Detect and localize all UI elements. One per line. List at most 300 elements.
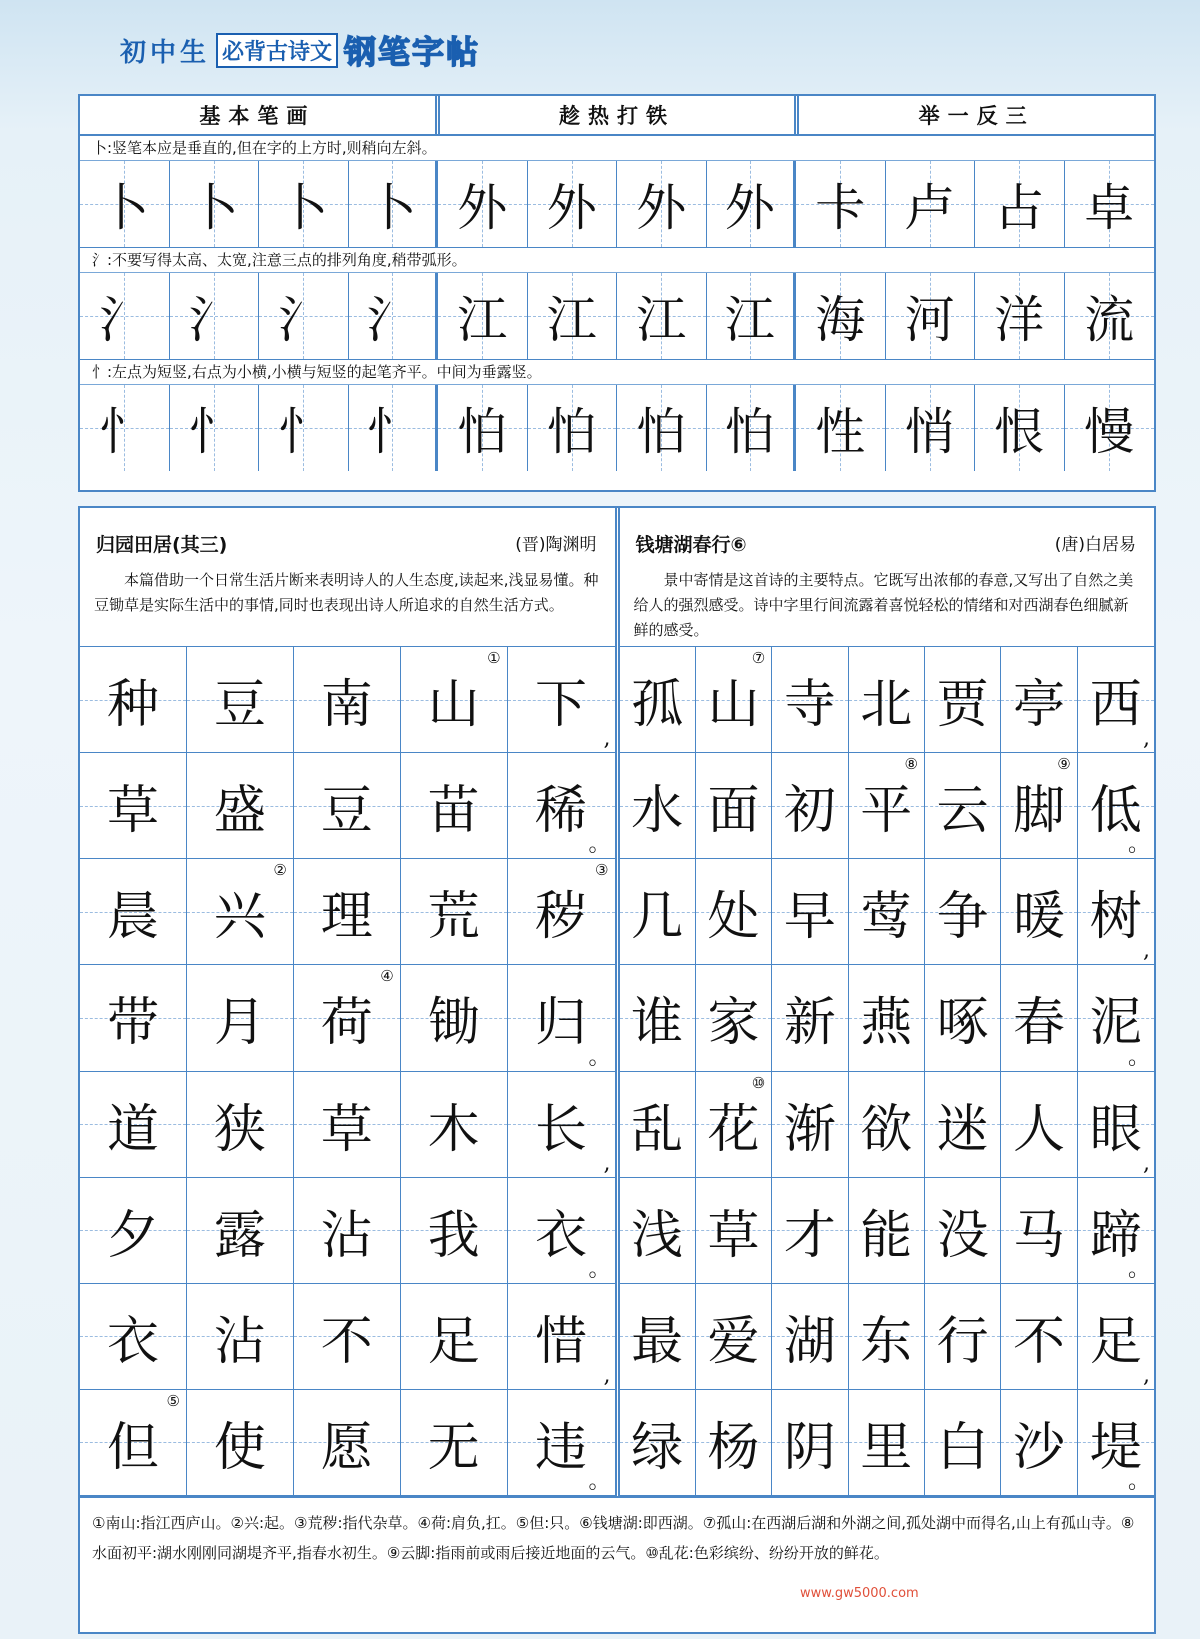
practice-character: 外 — [457, 179, 508, 237]
practice-character: 忄 — [188, 403, 239, 461]
practice-character: 河 — [904, 291, 955, 349]
poem-cell — [80, 1072, 187, 1178]
header-series: 必背古诗文 — [216, 33, 338, 68]
poem-character: 稀 — [535, 781, 588, 842]
poem-cell — [772, 753, 848, 859]
poem-cell — [508, 859, 615, 965]
grid-cell — [528, 161, 618, 247]
poem-character: 湖 — [783, 1311, 836, 1372]
poem-cell — [925, 1178, 1001, 1284]
poem-character: 家 — [707, 993, 760, 1054]
practice-character: 外 — [546, 179, 597, 237]
poem-header — [80, 508, 615, 568]
poem-intro: 景中寄情是这首诗的主要特点。它既写出浓郁的春意,又写出了自然之美给人的强烈感受。诗中字里行间流露着喜悦轻松的情绪和对西湖春色细腻新鲜的感受。 — [633, 571, 1134, 639]
poem-cell — [401, 859, 508, 965]
poem-character: 月 — [213, 993, 266, 1054]
poem-cell — [294, 859, 401, 965]
poem-character: 初 — [783, 781, 836, 842]
poem-cell — [925, 965, 1001, 1071]
grid-cell — [528, 385, 618, 471]
poem-cell — [187, 1284, 294, 1390]
poem-cell — [187, 647, 294, 753]
poem-character: 衣 — [535, 1205, 588, 1266]
footnote-marker: ⑧ — [904, 755, 918, 774]
poem-cell — [925, 753, 1001, 859]
poem-cell — [925, 1390, 1001, 1496]
page-header — [120, 28, 480, 72]
practice-character: 卜 — [188, 179, 239, 237]
poem-character: 莺 — [860, 887, 913, 948]
poem-character: 兴 — [213, 887, 266, 948]
poem-cell — [696, 1284, 772, 1390]
practice-character: 怕 — [457, 403, 508, 461]
practice-character: 忄 — [278, 403, 329, 461]
grid-cell — [1065, 161, 1155, 247]
practice-grid-row — [80, 273, 1154, 360]
poem-cell — [772, 1390, 848, 1496]
category-extension: 举一反三 — [918, 104, 1035, 128]
poem-character: 沾 — [213, 1311, 266, 1372]
poem-cell — [508, 1390, 615, 1496]
poem-character: 爱 — [707, 1311, 760, 1372]
practice-character: 江 — [724, 291, 775, 349]
punctuation-mark: , — [1142, 1150, 1150, 1176]
punctuation-mark: 。 — [588, 1469, 611, 1494]
grid-cell — [796, 161, 886, 247]
grid-cell — [886, 385, 976, 471]
poem-cell — [1078, 1178, 1154, 1284]
poem-character: 行 — [936, 1311, 989, 1372]
stroke-note: 卜:竖笔本应是垂直的,但在字的上方时,则稍向左斜。 — [80, 136, 1154, 161]
poem-character: 足 — [427, 1311, 480, 1372]
poem-cell — [849, 647, 925, 753]
poem-character: 荒 — [427, 887, 480, 948]
grid-cell — [259, 273, 349, 359]
poem-cell — [925, 859, 1001, 965]
poem-character: 苗 — [427, 781, 480, 842]
poem-character: 新 — [783, 993, 836, 1054]
poem-character: 堤 — [1089, 1417, 1142, 1478]
poem-cell — [1078, 1072, 1154, 1178]
punctuation-mark: 。 — [1127, 832, 1150, 858]
stroke-practice-panel — [78, 94, 1156, 492]
poem-intro: 本篇借助一个日常生活片断来表明诗人的人生态度,读起来,浅显易懂。种豆锄草是实际生活中的事情,同时也表现出诗人所追求的自然生活方式。 — [94, 571, 599, 614]
poem-cell — [401, 1178, 508, 1284]
poem-cell — [772, 1178, 848, 1284]
footnote-marker: ⑤ — [166, 1391, 180, 1410]
poem-cell — [294, 965, 401, 1071]
grid-cell — [886, 161, 976, 247]
poem-cell — [925, 1284, 1001, 1390]
poem-character: 沙 — [1012, 1417, 1065, 1478]
poem-cell — [401, 1284, 508, 1390]
grid-cell — [170, 161, 260, 247]
poem-character: 秽 — [535, 887, 588, 948]
practice-character: 江 — [457, 291, 508, 349]
poem-cell — [80, 753, 187, 859]
poem-cell — [80, 1390, 187, 1496]
poem-character: 渐 — [783, 1099, 836, 1160]
poem-cell — [925, 1072, 1001, 1178]
poem-character: 但 — [106, 1417, 159, 1478]
poem-character: 迷 — [936, 1099, 989, 1160]
poem-cell — [401, 1072, 508, 1178]
grid-cell — [349, 385, 439, 471]
practice-character: 卜 — [366, 179, 417, 237]
grid-cell — [707, 385, 797, 471]
grid-cell — [975, 161, 1065, 247]
grid-cell — [80, 273, 170, 359]
punctuation-mark: 。 — [588, 1256, 611, 1282]
poem-character: 晨 — [106, 887, 159, 948]
poem-character: 盛 — [213, 781, 266, 842]
poem-cell — [620, 1390, 696, 1496]
practice-character: 外 — [636, 179, 687, 237]
poem-cell — [1001, 965, 1077, 1071]
poem-cell — [508, 647, 615, 753]
practice-character: 氵 — [188, 291, 239, 349]
practice-character: 流 — [1084, 291, 1135, 349]
poem-character: 云 — [936, 781, 989, 842]
poem-character: 种 — [106, 675, 159, 736]
poem-character: 下 — [535, 675, 588, 736]
poem-character: 没 — [936, 1205, 989, 1266]
poem-cell — [187, 965, 294, 1071]
grid-cell — [259, 161, 349, 247]
poem-cell — [187, 753, 294, 859]
poem-character: 衣 — [106, 1311, 159, 1372]
grid-cell — [1065, 273, 1155, 359]
poem-cell — [294, 1284, 401, 1390]
poem-cell — [696, 753, 772, 859]
practice-character: 海 — [815, 291, 866, 349]
poem-character: 浅 — [631, 1205, 684, 1266]
practice-character: 占 — [994, 179, 1045, 237]
poem-character: 树 — [1089, 887, 1142, 948]
poem-cell — [696, 1072, 772, 1178]
poem-character: 山 — [707, 675, 760, 736]
poem-character: 泥 — [1089, 993, 1142, 1054]
poem-character: 燕 — [860, 993, 913, 1054]
poem-cell — [1078, 1284, 1154, 1390]
category-basic-strokes: 基本笔画 — [80, 96, 440, 134]
poem-cell — [1001, 1390, 1077, 1496]
poem-character: 露 — [213, 1205, 266, 1266]
practice-character: 忄 — [99, 403, 150, 461]
grid-cell — [1065, 385, 1155, 471]
grid-cell — [796, 273, 886, 359]
watermark: www.gw5000.com — [800, 1586, 919, 1601]
poem-cell — [187, 1178, 294, 1284]
practice-character: 卡 — [815, 179, 866, 237]
poem-cell — [620, 1072, 696, 1178]
poem-character: 才 — [783, 1205, 836, 1266]
footnote-marker: ① — [487, 649, 501, 667]
poem-character: 荷 — [320, 993, 373, 1054]
punctuation-mark: , — [1142, 1362, 1150, 1388]
poem-cell — [696, 965, 772, 1071]
punctuation-mark: , — [603, 726, 611, 752]
punctuation-mark: , — [603, 1362, 611, 1388]
practice-character: 江 — [546, 291, 597, 349]
practice-character: 慢 — [1084, 403, 1135, 461]
poem-character: 欲 — [860, 1099, 913, 1160]
poem-character: 乱 — [631, 1099, 684, 1160]
footnote-marker: ⑩ — [751, 1073, 766, 1092]
poem-cell — [772, 1072, 848, 1178]
poem-author: (晋)陶渊明 — [515, 535, 597, 555]
poem-cell — [620, 753, 696, 859]
poem-cell — [1078, 647, 1154, 753]
poem-cell — [294, 1178, 401, 1284]
poem-character: 最 — [631, 1311, 684, 1372]
practice-character: 洋 — [994, 291, 1045, 349]
poem-cell — [187, 859, 294, 965]
grid-cell — [170, 273, 260, 359]
poem-character: 里 — [860, 1417, 913, 1478]
poem-column — [620, 508, 1155, 1496]
poem-cell — [772, 647, 848, 753]
poem-character: 蹄 — [1089, 1205, 1142, 1266]
poem-character: 白 — [936, 1417, 989, 1478]
grid-cell — [438, 385, 528, 471]
poem-column — [80, 508, 620, 1496]
poem-cell — [1078, 965, 1154, 1071]
practice-character: 江 — [636, 291, 687, 349]
poem-cell — [620, 859, 696, 965]
poem-grid — [620, 646, 1155, 1496]
footnote-marker: ③ — [595, 861, 609, 880]
poem-character: 带 — [106, 993, 159, 1054]
poem-cell — [1001, 647, 1077, 753]
footnote-marker: ⑦ — [751, 649, 766, 667]
poem-character: 绿 — [631, 1417, 684, 1478]
practice-character: 悄 — [904, 403, 955, 461]
poem-character: 无 — [427, 1417, 480, 1478]
poem-cell — [620, 647, 696, 753]
poem-cell — [696, 1390, 772, 1496]
punctuation-mark: , — [603, 1150, 611, 1176]
punctuation-mark: 。 — [1127, 1044, 1150, 1070]
poem-character: 早 — [783, 887, 836, 948]
grid-cell — [617, 161, 707, 247]
poem-cell — [849, 1072, 925, 1178]
poem-character: 水 — [631, 781, 684, 842]
poem-cell — [849, 1178, 925, 1284]
practice-character: 卢 — [904, 179, 955, 237]
poem-character: 长 — [535, 1099, 588, 1160]
poem-character: 暖 — [1012, 887, 1065, 948]
stroke-note: 氵:不要写得太高、太宽,注意三点的排列角度,稍带弧形。 — [80, 248, 1154, 273]
poem-cell — [187, 1390, 294, 1496]
practice-character: 怕 — [546, 403, 597, 461]
poem-character: 争 — [936, 887, 989, 948]
grid-cell — [170, 385, 260, 471]
poem-header — [620, 508, 1155, 568]
practice-character: 怕 — [724, 403, 775, 461]
poem-cell — [772, 859, 848, 965]
poem-cell — [294, 753, 401, 859]
poem-cell — [1078, 859, 1154, 965]
poem-cell — [696, 647, 772, 753]
poem-cell — [1001, 1072, 1077, 1178]
poem-cell — [508, 1284, 615, 1390]
poem-grid — [80, 646, 615, 1496]
poem-character: 狭 — [213, 1099, 266, 1160]
poem-character: 违 — [535, 1417, 588, 1478]
grid-cell — [438, 161, 528, 247]
poem-cell — [849, 753, 925, 859]
header-grade: 初中生 — [120, 37, 211, 68]
practice-character: 外 — [724, 179, 775, 237]
poem-cell — [508, 1072, 615, 1178]
poem-cell — [849, 859, 925, 965]
header-book-title: 钢笔字帖 — [344, 33, 481, 71]
poem-character: 花 — [707, 1099, 760, 1160]
practice-character: 氵 — [99, 291, 150, 349]
poem-title: 归园田居(其三) — [96, 534, 228, 556]
stroke-note: 忄:左点为短竖,右点为小横,小横与短竖的起笔齐平。中间为垂露竖。 — [80, 360, 1154, 385]
poem-character: 平 — [860, 781, 913, 842]
grid-cell — [886, 273, 976, 359]
footnote-marker: ④ — [380, 967, 394, 986]
poem-character: 道 — [106, 1099, 159, 1160]
poem-cell — [696, 859, 772, 965]
poem-cell — [80, 965, 187, 1071]
grid-cell — [438, 273, 528, 359]
poem-character: 马 — [1012, 1205, 1065, 1266]
category-practice: 趁热打铁 — [440, 96, 800, 134]
grid-cell — [707, 161, 797, 247]
poem-cell — [620, 965, 696, 1071]
poem-character: 西 — [1089, 675, 1142, 736]
poem-cell — [849, 1284, 925, 1390]
poem-cell — [401, 753, 508, 859]
poem-character: 足 — [1089, 1311, 1142, 1372]
poem-title: 钱塘湖春行⑥ — [635, 534, 747, 556]
poem-character: 归 — [535, 993, 588, 1054]
footnote-marker: ② — [273, 861, 287, 880]
punctuation-mark: 。 — [1127, 1256, 1150, 1282]
practice-character: 卓 — [1084, 179, 1135, 237]
poem-character: 木 — [427, 1099, 480, 1160]
punctuation-mark: 。 — [588, 1044, 611, 1070]
practice-grid-row — [80, 385, 1154, 471]
poem-panel — [78, 506, 1156, 1634]
poem-cell — [1001, 1178, 1077, 1284]
poem-character: 豆 — [320, 781, 373, 842]
poem-character: 愿 — [320, 1417, 373, 1478]
punctuation-mark: 。 — [588, 832, 611, 858]
poem-cell — [620, 1284, 696, 1390]
poem-character: 不 — [1012, 1311, 1065, 1372]
poem-character: 孤 — [631, 675, 684, 736]
practice-character: 忄 — [366, 403, 417, 461]
category-row — [80, 96, 1154, 136]
grid-cell — [528, 273, 618, 359]
poem-character: 春 — [1012, 993, 1065, 1054]
poem-character: 我 — [427, 1205, 480, 1266]
poem-cell — [508, 965, 615, 1071]
poem-cell — [401, 965, 508, 1071]
poem-character: 阴 — [783, 1417, 836, 1478]
poem-cell — [80, 647, 187, 753]
poem-character: 惜 — [535, 1311, 588, 1372]
poem-character: 处 — [707, 887, 760, 948]
grid-cell — [259, 385, 349, 471]
poem-cell — [1001, 753, 1077, 859]
poem-character: 东 — [860, 1311, 913, 1372]
grid-cell — [707, 273, 797, 359]
poem-character: 豆 — [213, 675, 266, 736]
poem-character: 脚 — [1012, 781, 1065, 842]
poem-cell — [401, 647, 508, 753]
punctuation-mark: , — [1142, 726, 1150, 752]
poem-cell — [1078, 753, 1154, 859]
punctuation-mark: , — [1142, 938, 1150, 964]
poem-author: (唐)白居易 — [1054, 535, 1136, 555]
poem-cell — [772, 965, 848, 1071]
poem-character: 夕 — [106, 1205, 159, 1266]
poem-character: 人 — [1012, 1099, 1065, 1160]
grid-cell — [617, 273, 707, 359]
poem-cell — [80, 859, 187, 965]
practice-grid-row — [80, 161, 1154, 248]
poem-cell — [1001, 859, 1077, 965]
poem-cell — [80, 1178, 187, 1284]
poem-cell — [508, 1178, 615, 1284]
grid-cell — [796, 385, 886, 471]
poem-character: 亭 — [1012, 675, 1065, 736]
poem-character: 南 — [320, 675, 373, 736]
poem-character: 寺 — [783, 675, 836, 736]
grid-cell — [975, 273, 1065, 359]
practice-character: 恨 — [994, 403, 1045, 461]
stroke-rows — [80, 136, 1154, 471]
poem-cell — [696, 1178, 772, 1284]
poem-cell — [925, 647, 1001, 753]
practice-character: 氵 — [366, 291, 417, 349]
poem-character: 能 — [860, 1205, 913, 1266]
poem-cell — [1078, 1390, 1154, 1496]
grid-cell — [80, 161, 170, 247]
poem-character: 低 — [1089, 781, 1142, 842]
poem-character: 使 — [213, 1417, 266, 1478]
poem-character: 不 — [320, 1311, 373, 1372]
grid-cell — [349, 161, 439, 247]
poem-character: 理 — [320, 887, 373, 948]
poem-cell — [1001, 1284, 1077, 1390]
footnote-marker: ⑨ — [1057, 755, 1071, 774]
poem-cell — [187, 1072, 294, 1178]
footnotes: ①南山:指江西庐山。②兴:起。③荒秽:指代杂草。④荷:肩负,扛。⑤但:只。⑥钱塘湖:即西湖。⑦孤山:在西湖后湖和外湖之间,孤处湖中而得名,山上有孤山寺。⑧水面初平:湖水刚刚同湖堤齐平,指春水初生。⑨云脚:指雨前或雨后接近地面的云气。⑩乱花:色彩缤纷、纷纷开放的鲜花。 — [80, 1496, 1154, 1622]
practice-character: 氵 — [278, 291, 329, 349]
poem-cell — [294, 1390, 401, 1496]
practice-character: 怕 — [636, 403, 687, 461]
poem-cell — [401, 1390, 508, 1496]
poem-character: 杨 — [707, 1417, 760, 1478]
poem-cell — [80, 1284, 187, 1390]
poem-character: 面 — [707, 781, 760, 842]
poem-character: 沾 — [320, 1205, 373, 1266]
practice-character: 性 — [815, 403, 866, 461]
poem-character: 山 — [427, 675, 480, 736]
grid-cell — [80, 385, 170, 471]
poem-cell — [849, 965, 925, 1071]
poem-cell — [294, 647, 401, 753]
poem-character: 眼 — [1089, 1099, 1142, 1160]
grid-cell — [617, 385, 707, 471]
